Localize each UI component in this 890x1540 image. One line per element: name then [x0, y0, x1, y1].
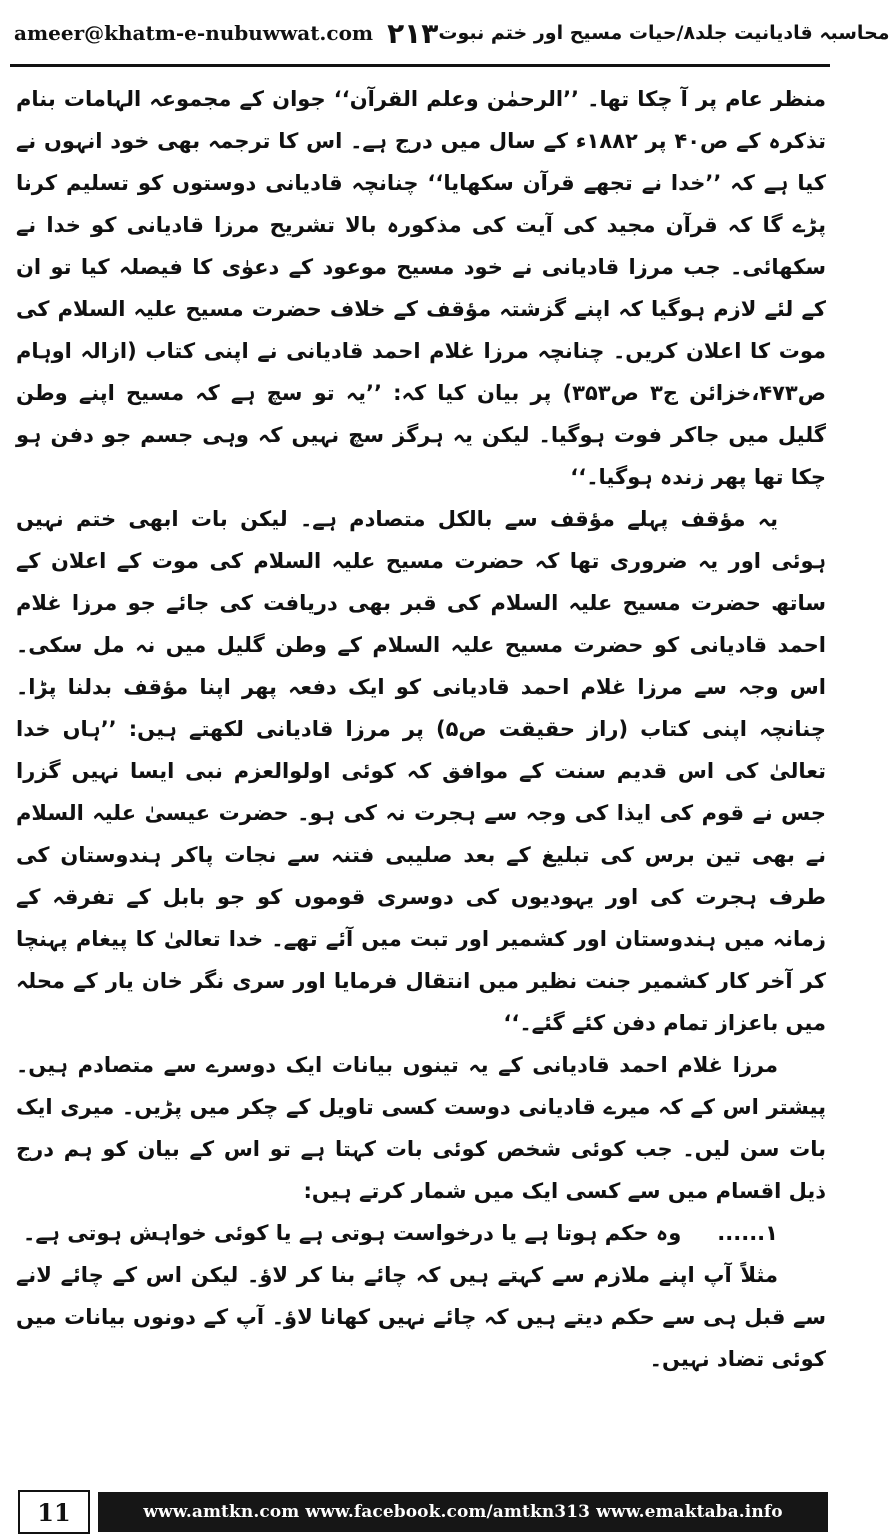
page-header	[0, 0, 890, 66]
list-marker: ۱......	[717, 1221, 778, 1245]
paragraph-1: منظر عام پر آ چکا تھا۔ ’’الرحمٰن وعلم القرآن‘‘ جوان کے مجموعہ الہامات بنام تذکرہ کے ص۴۰ پر ۱۸۸۲ء کے سال میں درج ہے۔ اس کا ترجمہ بھی خود انہوں نے کیا ہے کہ ’’خدا نے تجھے قرآن سکھایا‘‘ چنانچہ قادیانی دوستوں کو تسلیم کرنا پڑے گا کہ قرآن مجید کی آیت کی مذکورہ بالا تشریح مرزا قادیانی کو خدا نے سکھائی۔ جب مرزا قادیانی نے خود مسیح موعود کے دعوٰی کا فیصلہ کیا تو ان کے لئے لازم ہوگیا کہ اپنے گزشتہ مؤقف کے خلاف حضرت مسیح علیہ السلام کی موت کا اعلان کریں۔ چنانچہ مرزا غلام احمد قادیانی نے اپنی کتاب (ازالہ اوہام ص۴۷۳،خزائن ج۳ ص۳۵۳) پر بیان کیا کہ: ’’یہ تو سچ ہے کہ مسیح اپنے وطن گلیل میں جاکر فوت ہوگیا۔ لیکن یہ ہرگز سچ نہیں کہ وہی جسم جو دفن ہو چکا تھا پھر زندہ ہوگیا۔‘‘	[16, 87, 826, 489]
header-email[interactable]: ameer@khatm-e-nubuwwat.com	[14, 21, 374, 45]
header-page-number: ۲۱۳	[387, 16, 439, 50]
paragraph-4: مثلاً آپ اپنے ملازم سے کہتے ہیں کہ چائے بنا کر لاؤ۔ لیکن اس کے چائے لانے سے قبل ہی سے حکم دیتے ہیں کہ چائے نہیں کھانا لاؤ۔ آپ کے دونوں بیانات میں کوئی تضاد نہیں۔	[16, 1263, 826, 1371]
header-divider	[10, 64, 830, 67]
list-item-text: وہ حکم ہوتا ہے یا درخواست ہوتی ہے یا کوئی خواہش ہوتی ہے۔	[23, 1221, 682, 1245]
page-footer	[0, 1484, 840, 1540]
list-item-1	[16, 1212, 826, 1254]
footer-link-bar	[98, 1492, 828, 1532]
page-body	[16, 78, 826, 1450]
header-book-title: محاسبہ قادیانیت جلد۸/حیات مسیح اور ختم نبوت	[438, 22, 890, 44]
paragraph-3: مرزا غلام احمد قادیانی کے یہ تینوں بیانات ایک دوسرے سے متصادم ہیں۔ پیشتر اس کے کہ میرے قادیانی دوست کسی تاویل کے چکر میں پڑیں۔ میری ایک بات سن لیں۔ جب کوئی شخص کوئی بات کہتا ہے تو اس کے بیان کو ہم درج ذیل اقسام میں سے کسی ایک میں شمار کرتے ہیں:	[16, 1053, 826, 1203]
paragraph-2: یہ مؤقف پہلے مؤقف سے بالکل متصادم ہے۔ لیکن بات ابھی ختم نہیں ہوئی اور یہ ضروری تھا کہ حضرت مسیح علیہ السلام کی موت کے اعلان کے ساتھ حضرت مسیح علیہ السلام کی قبر بھی دریافت کی جائے جو مرزا غلام احمد قادیانی کو حضرت مسیح علیہ السلام کے وطن گلیل میں نہ مل سکی۔ اس وجہ سے مرزا غلام احمد قادیانی کو ایک دفعہ پھر اپنا مؤقف بدلنا پڑا۔ چنانچہ اپنی کتاب (راز حقیقت ص۵) پر مرزا قادیانی لکھتے ہیں: ’’ہاں خدا تعالیٰ کی اس قدیم سنت کے موافق کہ کوئی اولوالعزم نبی ایسا نہیں گزرا جس نے قوم کی ایذا کی وجہ سے ہجرت نہ کی ہو۔ حضرت عیسیٰ علیہ السلام نے بھی تین برس کی تبلیغ کے بعد صلیبی فتنہ سے نجات پاکر ہندوستان کی طرف ہجرت کی اور یہودیوں کی دوسری قوموں کو جو بابل کے تفرقہ کے زمانہ میں ہندوستان اور کشمیر اور تبت میں آئے تھے۔ خدا تعالیٰ کا پیغام پہنچا کر آخر کار کشمیر جنت نظیر میں انتقال فرمایا اور سری نگر خان یار کے محلہ میں باعزاز تمام دفن کئے گئے۔‘‘	[16, 507, 826, 1035]
footer-page-number: 11	[18, 1490, 90, 1534]
footer-links[interactable]: www.amtkn.com www.facebook.com/amtkn313 www.emaktaba.info	[143, 1502, 783, 1522]
